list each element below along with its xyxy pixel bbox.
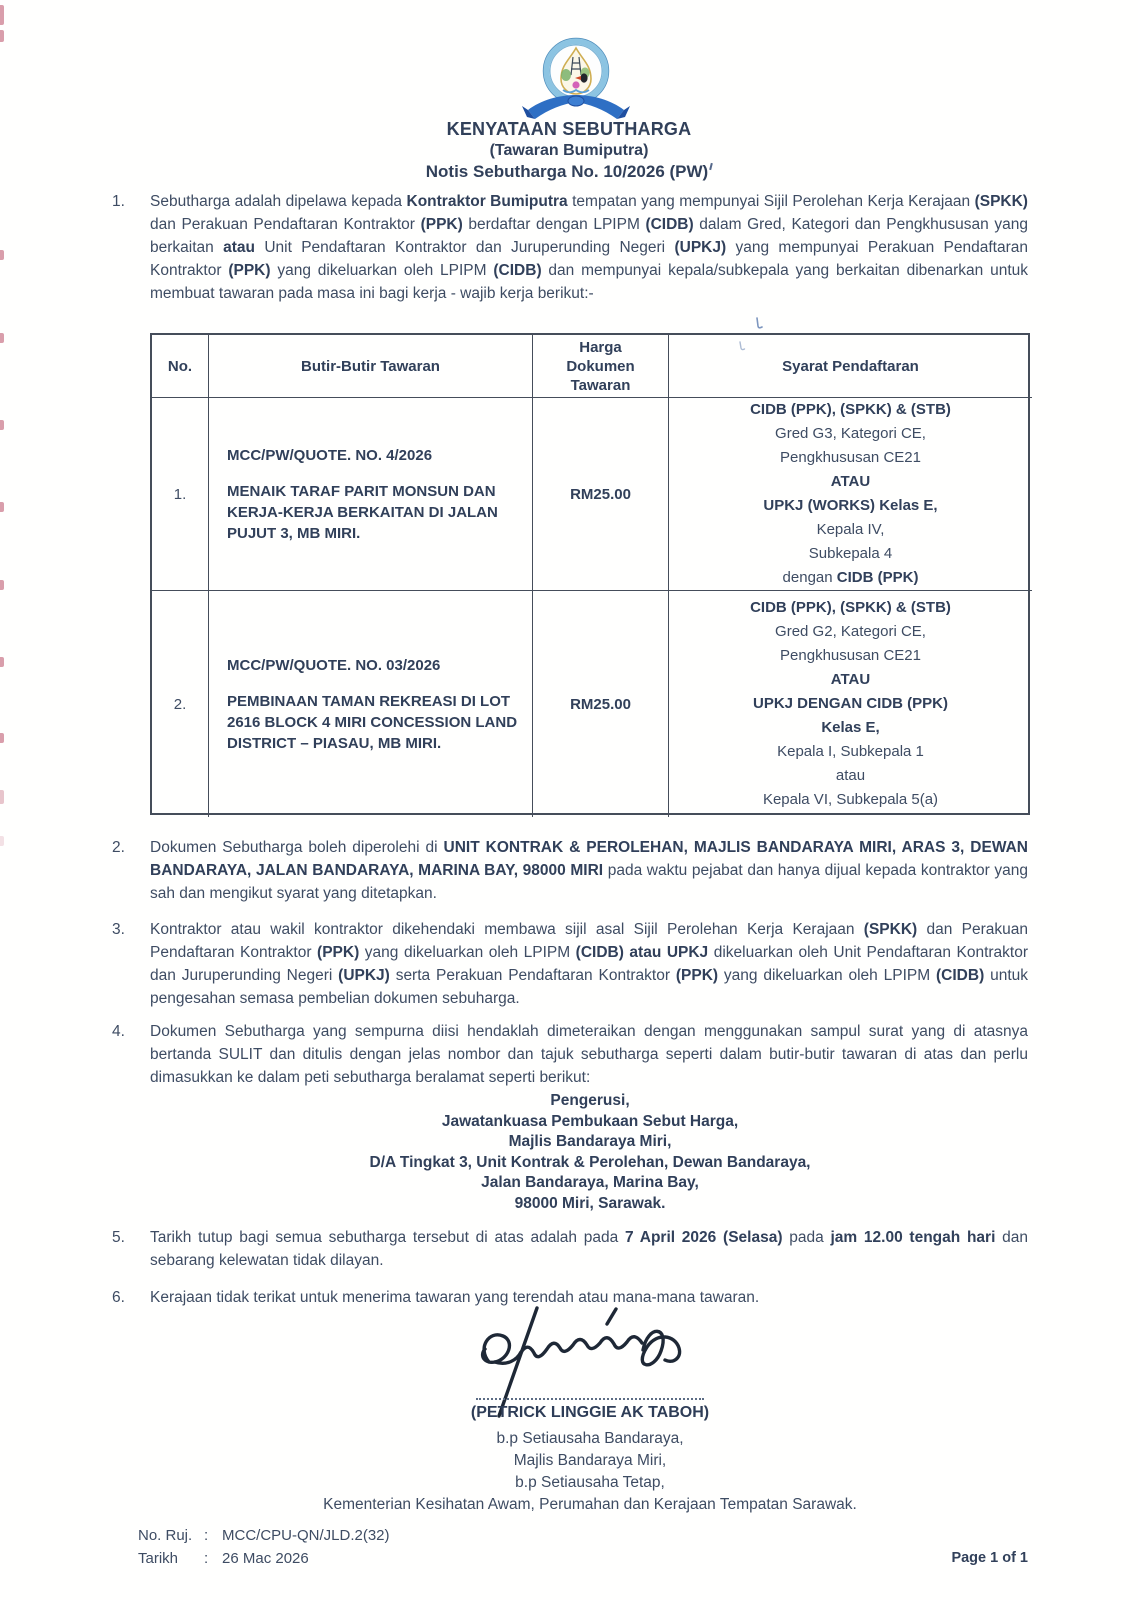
- address-line: 98000 Miri, Sarawak.: [514, 1194, 666, 1212]
- ref-label: No. Ruj.: [138, 1527, 193, 1544]
- paragraph-number: 4.: [112, 1023, 125, 1040]
- scan-edge-artifact: [0, 5, 4, 25]
- quote-ref: MCC/PW/QUOTE. NO. 4/2026: [227, 446, 433, 464]
- submission-address: [150, 1091, 1030, 1214]
- table-header-syarat: Syarat Pendaftaran: [668, 335, 1032, 397]
- tender-table: [150, 333, 1030, 815]
- table-row-2-no: 2.: [152, 590, 208, 817]
- signatory-line: b.p Setiausaha Tetap,: [515, 1474, 665, 1491]
- paragraph-number: 5.: [112, 1229, 125, 1246]
- scan-edge-artifact: [0, 836, 4, 846]
- scan-edge-artifact: [0, 580, 4, 590]
- paragraph-text: Dokumen Sebutharga yang sempurna diisi hendaklah dimeteraikan dengan menggunakan sampul surat yang di atasnya bertanda SULIT dan ditulis dengan jelas nombor dan tajuk sebutharga seperti dalam butir-butir tawaran di atas dan perlu dimasukkan ke dalam peti sebutharga beralamat seperti berikut:: [150, 1023, 1028, 1086]
- date-label: Tarikh: [138, 1550, 179, 1567]
- paragraph-number: 6.: [112, 1289, 125, 1306]
- paragraph-text: Tarikh tutup bagi semua sebutharga tersebut di atas adalah pada 7 April 2026 (Selasa) pada jam 12.00 tengah hari dan sebarang kelewatan tidak dilayan.: [150, 1229, 1029, 1269]
- scan-edge-artifact: [0, 733, 4, 743]
- date-row: [138, 1547, 390, 1570]
- paragraph-text: Dokumen Sebutharga boleh diperolehi di UNIT KONTRAK & PEROLEHAN, MAJLIS BANDARAYA MIRI, ARAS 3, DEWAN BANDARAYA, JALAN BANDARAYA, MARINA BAY, 98000 MIRI pada waktu pejabat dan hanya dijual kepada kontraktor yang sah dan mengikut syarat yang ditetapkan.: [150, 839, 1028, 902]
- paragraph-4: [112, 1020, 1028, 1089]
- date-separator: :: [204, 1550, 209, 1567]
- signature-dotted-line: [476, 1398, 704, 1400]
- page-number: Page 1 of 1: [951, 1550, 1028, 1566]
- table-row-2-butir: [208, 590, 532, 817]
- document-subtitle: (Tawaran Bumiputra): [489, 142, 649, 159]
- quote-title: PEMBINAAN TAMAN REKREASI DI LOT 2616 BLOCK 4 MIRI CONCESSION LAND DISTRICT – PIASAU, MB MIRI.: [227, 692, 518, 752]
- date-value: 26 Mac 2026: [222, 1550, 309, 1567]
- paragraph-2: [112, 836, 1028, 905]
- document-footer: [138, 1524, 390, 1570]
- quote-title: MENAIK TARAF PARIT MONSUN DAN KERJA-KERJA BERKAITAN DI JALAN PUJUT 3, MB MIRI.: [227, 482, 498, 542]
- paragraph-3: [112, 918, 1028, 1010]
- scan-edge-artifact: [0, 657, 4, 667]
- signatory-line: Kementerian Kesihatan Awam, Perumahan dan Kerajaan Tempatan Sarawak.: [323, 1496, 857, 1513]
- paragraph-5: [112, 1226, 1028, 1272]
- scan-edge-artifact: [0, 250, 4, 260]
- scan-edge-artifact: [0, 333, 4, 343]
- reference-number-row: [138, 1524, 390, 1547]
- scan-edge-artifact: [0, 30, 4, 42]
- document-title: KENYATAAN SEBUTHARGA: [446, 119, 692, 139]
- table-row-2-syarat: CIDB (PPK), (SPKK) & (STB) Gred G2, Kategori CE, Pengkhususan CE21 ATAU UPKJ DENGAN CIDB (PPK) Kelas E, Kepala I, Subkepala 1 atau Kepala VI, Subkepala 5(a): [668, 590, 1032, 817]
- address-line: Jawatankuasa Pembukaan Sebut Harga,: [441, 1112, 739, 1130]
- paragraph-1: [112, 190, 1028, 305]
- table-row-1-syarat: CIDB (PPK), (SPKK) & (STB) Gred G3, Kategori CE, Pengkhususan CE21 ATAU UPKJ (WORKS) Kelas E, Kepala IV, Subkepala 4 dengan CIDB (PPK): [668, 397, 1032, 590]
- address-line: Pengerusi,: [550, 1092, 630, 1109]
- paragraph-number: 2.: [112, 839, 125, 856]
- scan-edge-artifact: [0, 420, 4, 430]
- paragraph-text: Kontraktor atau wakil kontraktor dikehendaki membawa sijil asal Sijil Perolehan Kerja Kerajaan (SPKK) dan Perakuan Pendaftaran Kontraktor (PPK) yang dikeluarkan oleh LPIPM (CIDB) atau UPKJ dikeluarkan oleh Unit Pendaftaran Kontraktor dan Juruperunding Negeri (UPKJ) serta Perakuan Pendaftaran Kontraktor (PPK) yang dikeluarkan oleh LPIPM (CIDB) untuk pengesahan semasa pembelian dokumen sebuharga.: [150, 921, 1028, 1007]
- paragraph-number: 1.: [112, 193, 125, 210]
- address-line: D/A Tingkat 3, Unit Kontrak & Perolehan, Dewan Bandaraya,: [369, 1153, 811, 1171]
- table-header-no: No.: [167, 357, 193, 375]
- ref-value: MCC/CPU-QN/JLD.2(32): [222, 1527, 390, 1544]
- table-row-2-price: RM25.00: [532, 590, 668, 817]
- signatory-line: b.p Setiausaha Bandaraya,: [496, 1430, 684, 1447]
- table-header-butir: Butir-Butir Tawaran: [208, 335, 532, 397]
- scan-edge-artifact: [0, 790, 4, 804]
- table-row-1-no: 1.: [152, 397, 208, 590]
- ink-mark: [754, 317, 764, 331]
- paragraph-text: Sebutharga adalah dipelawa kepada Kontraktor Bumiputra tempatan yang mempunyai Sijil Perolehan Kerja Kerajaan (SPKK) dan Perakuan Pendaftaran Kontraktor (PPK) berdaftar dengan LPIPM (CIDB) dalam Gred, Kategori dan Pengkhususan yang berkaitan atau Unit Pendaftaran Kontraktor dan Juruperunding Negeri (UPKJ) yang mempunyai Perakuan Pendaftaran Kontraktor (PPK) yang dikeluarkan oleh LPIPM (CIDB) dan mempunyai kepala/subkepala yang berkaitan dibenarkan untuk membuat tawaran pada masa ini bagi kerja - wajib kerja berikut:-: [150, 193, 1029, 302]
- address-line: Majlis Bandaraya Miri,: [508, 1133, 672, 1150]
- paragraph-number: 3.: [112, 921, 125, 938]
- table-row-1-butir: [208, 397, 532, 590]
- signature-block: [150, 1312, 1030, 1513]
- paragraph-text: Kerajaan tidak terikat untuk menerima tawaran yang terendah atau mana-mana tawaran.: [150, 1289, 760, 1306]
- table-header-harga: Harga Dokumen Tawaran: [532, 335, 668, 397]
- scan-tick-artifact: [709, 163, 713, 170]
- miri-city-council-crest-logo: [521, 37, 631, 121]
- ref-separator: :: [204, 1527, 209, 1544]
- scan-edge-artifact: [0, 502, 4, 512]
- signatory-name: (PETRICK LINGGIE AK TABOH): [470, 1404, 710, 1421]
- address-line: Jalan Bandaraya, Marina Bay,: [481, 1174, 699, 1191]
- quote-ref: MCC/PW/QUOTE. NO. 03/2026: [227, 656, 441, 674]
- signatory-line: Majlis Bandaraya Miri,: [513, 1452, 667, 1469]
- table-row-1-price: RM25.00: [532, 397, 668, 590]
- notice-number: Notis Sebutharga No. 10/2026 (PW): [0, 162, 1138, 182]
